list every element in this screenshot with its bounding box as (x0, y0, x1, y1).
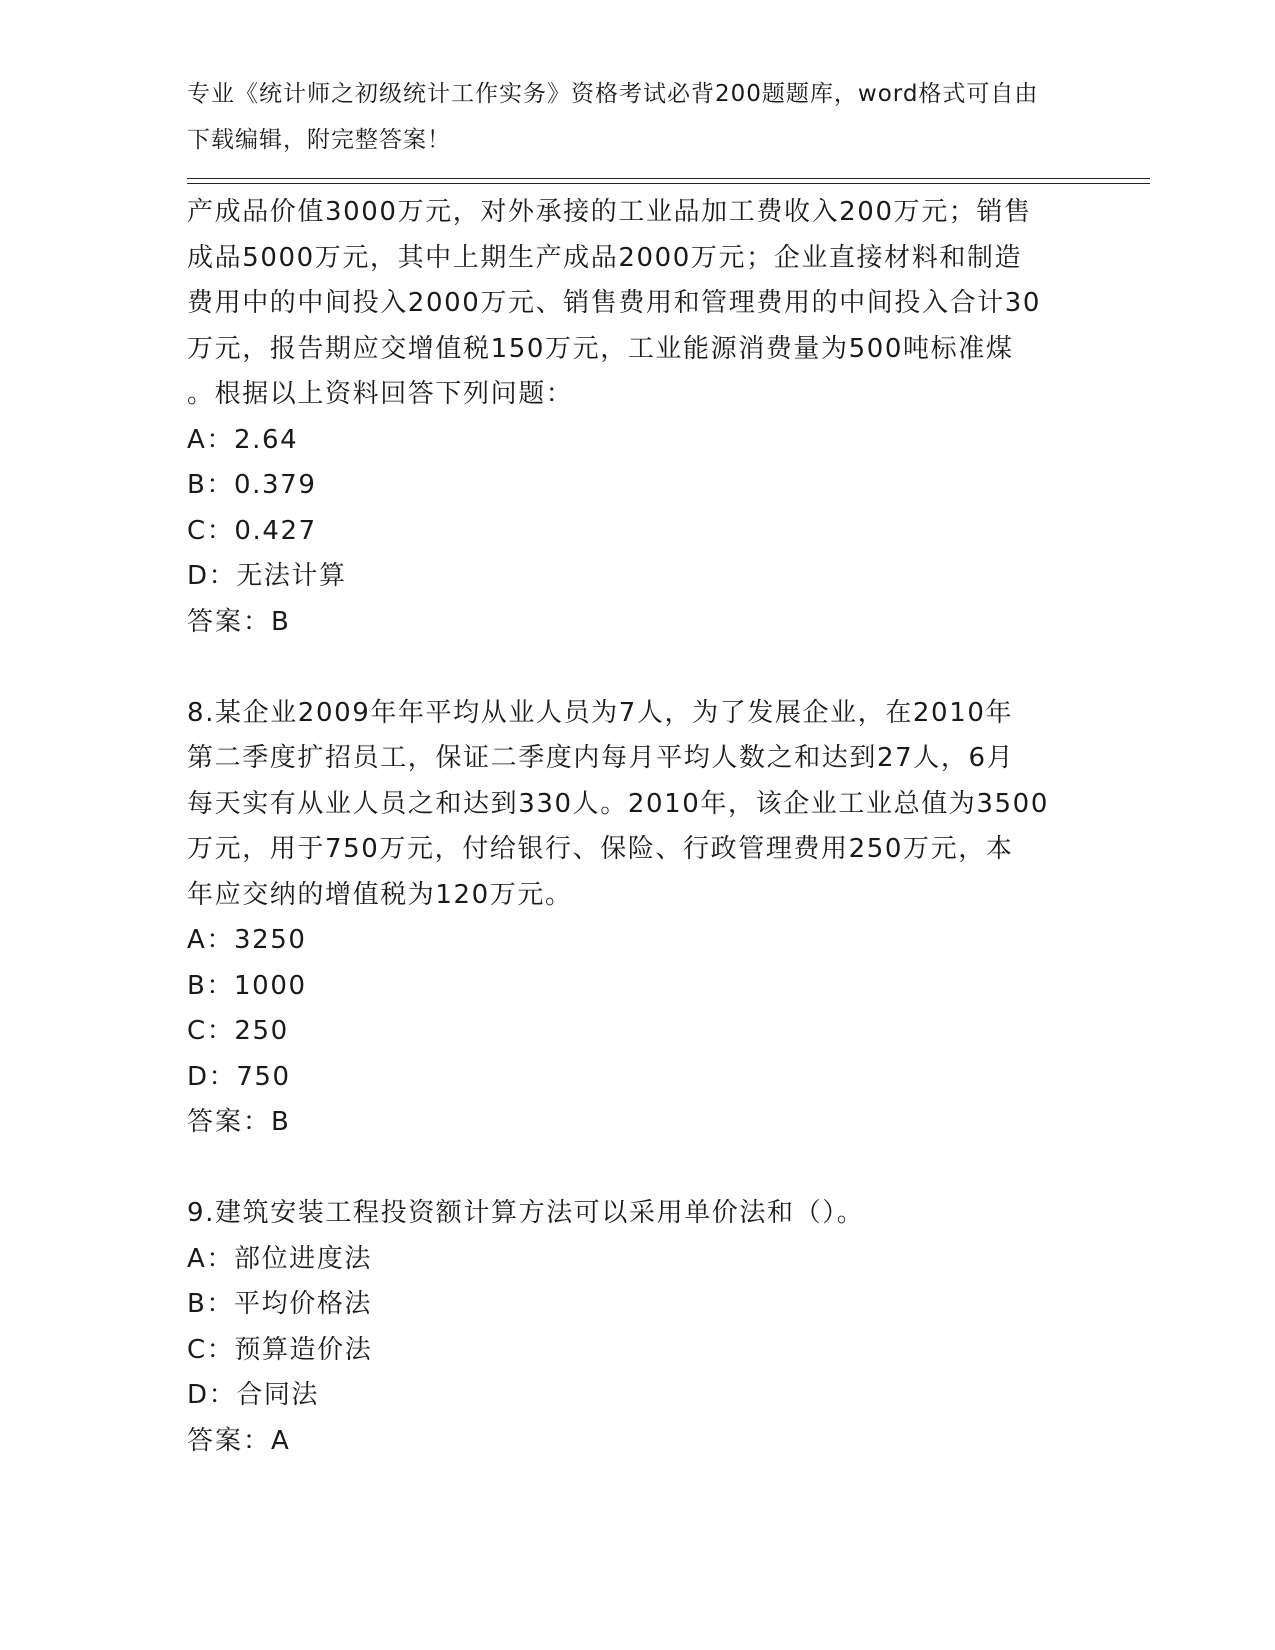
option-a: A：部位进度法 (187, 1243, 372, 1274)
option-d: D：750 (187, 1061, 291, 1092)
question-stem-line: 产成品价值3000万元，对外承接的工业品加工费收入200万元；销售 (187, 197, 1032, 227)
option-c: C：0.427 (187, 515, 317, 546)
option-c: C：250 (187, 1016, 289, 1046)
answer-line: 答案：B (187, 1107, 291, 1137)
document-header (187, 72, 1087, 163)
header-line: 下载编辑，附完整答案！ (187, 126, 451, 153)
option-b: B：0.379 (187, 470, 317, 500)
question-stem-line: 9.建筑安装工程投资额计算方法可以采用单价法和（）。 (187, 1198, 865, 1228)
spacer (187, 1146, 1087, 1192)
question-stem-line: 万元，用于750万元，付给银行、保险、行政管理费用250万元，本 (187, 834, 1014, 864)
option-c: C：预算造价法 (187, 1334, 373, 1365)
answer-line: 答案：A (187, 1425, 291, 1456)
question-stem-line: 每天实有从业人员之和达到330人。2010年，该企业工业总值为3500 (187, 788, 1049, 819)
question-stem-line: 万元，报告期应交增值税150万元，工业能源消费量为500吨标准煤 (187, 333, 1014, 364)
answer-line: 答案：B (187, 606, 291, 637)
option-a: A：2.64 (187, 424, 299, 455)
question-7 (187, 190, 1087, 645)
question-9 (187, 1191, 1087, 1464)
question-stem-line: 成品5000万元，其中上期生产成品2000万元；企业直接材料和制造 (187, 242, 1023, 273)
question-stem-line: 年应交纳的增值税为120万元。 (187, 879, 573, 910)
header-divider (187, 178, 1150, 179)
question-stem-line: 费用中的中间投入2000万元、销售费用和管理费用的中间投入合计30 (187, 288, 1042, 318)
header-line: 专业《统计师之初级统计工作实务》资格考试必背200题题库，word格式可自由 (187, 81, 1039, 107)
option-a: A：3250 (187, 925, 307, 955)
question-stem-line: 。根据以上资料回答下列问题： (187, 379, 574, 409)
question-8 (187, 691, 1087, 1146)
document-body (187, 190, 1087, 1464)
question-stem-line: 8.某企业2009年年平均从业人员为7人，为了发展企业，在2010年 (187, 697, 1014, 728)
option-d: D：无法计算 (187, 561, 347, 591)
option-d: D：合同法 (187, 1380, 320, 1410)
header-divider (187, 183, 1150, 184)
option-b: B：平均价格法 (187, 1289, 373, 1319)
option-b: B：1000 (187, 970, 307, 1001)
question-stem-line: 第二季度扩招员工，保证二季度内每月平均人数之和达到27人，6月 (187, 743, 1015, 773)
spacer (187, 645, 1087, 691)
